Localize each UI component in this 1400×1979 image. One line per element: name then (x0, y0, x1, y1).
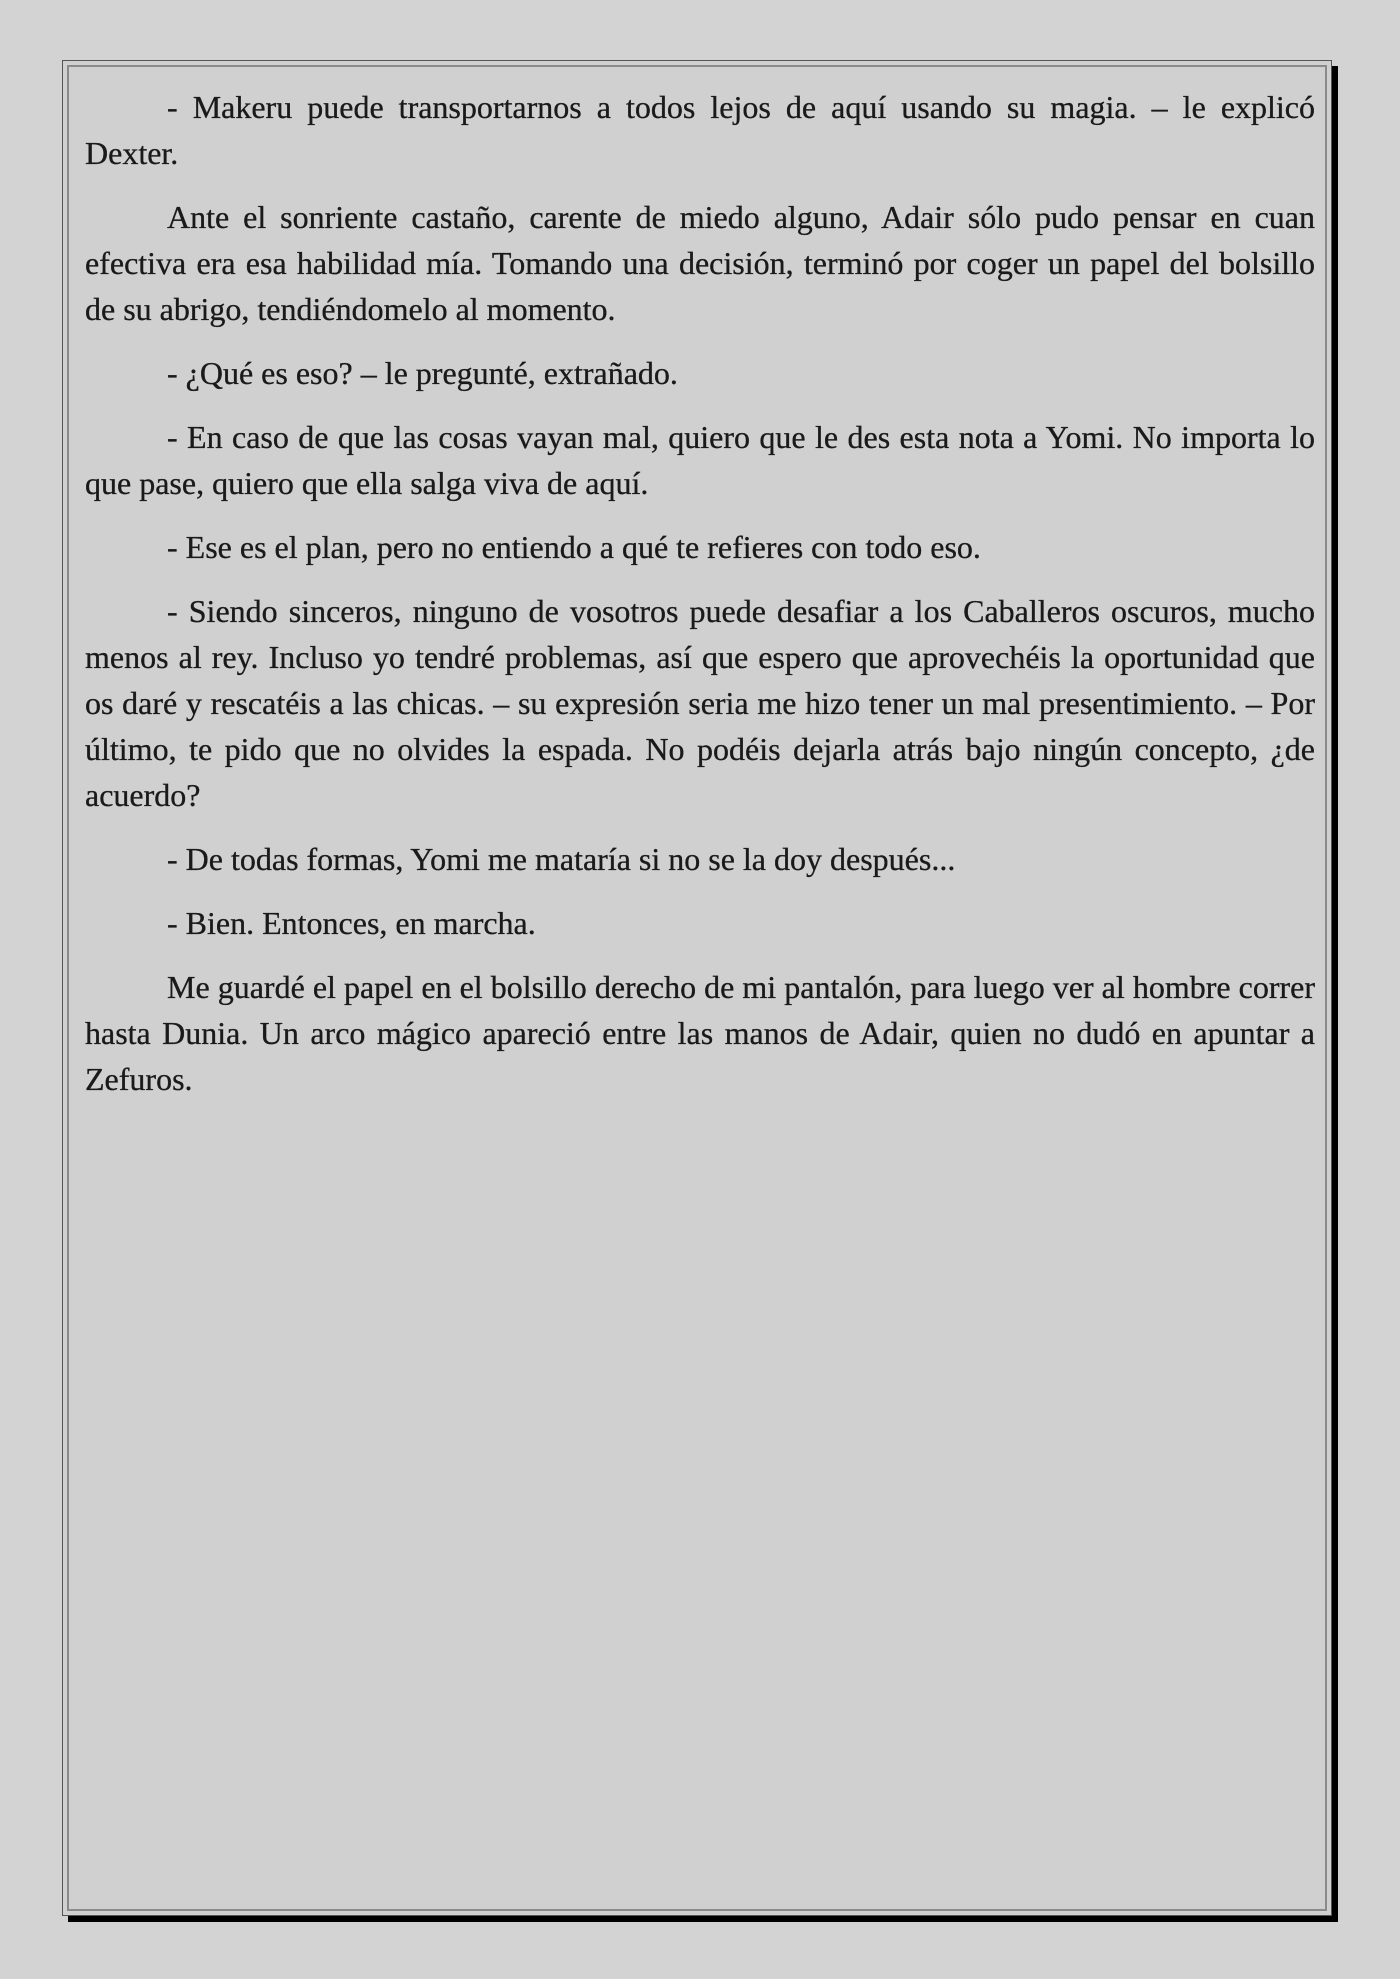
document-body (85, 84, 1315, 1120)
paragraph: - Bien. Entonces, en marcha. (167, 905, 536, 941)
paragraph: - De todas formas, Yomi me mataría si no se la doy después... (167, 841, 956, 877)
paragraph: Ante el sonriente castaño, carente de miedo alguno, Adair sólo pudo pensar en cuan efectiva era esa habilidad mía. Tomando una decisión, terminó por coger un papel del bolsillo de su abrigo, tendiéndomelo al momento. (85, 199, 1315, 327)
document-page (62, 60, 1332, 1916)
paragraph: Me guardé el papel en el bolsillo derecho de mi pantalón, para luego ver al hombre correr hasta Dunia. Un arco mágico apareció entre las manos de Adair, quien no dudó en apuntar a Zefuros. (85, 969, 1315, 1097)
paragraph: - ¿Qué es eso? – le pregunté, extrañado. (167, 355, 678, 391)
paragraph: - Makeru puede transportarnos a todos lejos de aquí usando su magia. – le explicó Dexter. (85, 89, 1315, 171)
paragraph: - En caso de que las cosas vayan mal, quiero que le des esta nota a Yomi. No importa lo que pase, quiero que ella salga viva de aquí. (85, 419, 1315, 501)
paragraph: - Siendo sinceros, ninguno de vosotros puede desafiar a los Caballeros oscuros, mucho menos al rey. Incluso yo tendré problemas, así que espero que aprovechéis la oportunidad que os daré y rescatéis a las chicas. – su expresión seria me hizo tener un mal presentimiento. – Por último, te pido que no olvides la espada. No podéis dejarla atrás bajo ningún concepto, ¿de acuerdo? (85, 593, 1315, 813)
paragraph: - Ese es el plan, pero no entiendo a qué te refieres con todo eso. (167, 529, 981, 565)
